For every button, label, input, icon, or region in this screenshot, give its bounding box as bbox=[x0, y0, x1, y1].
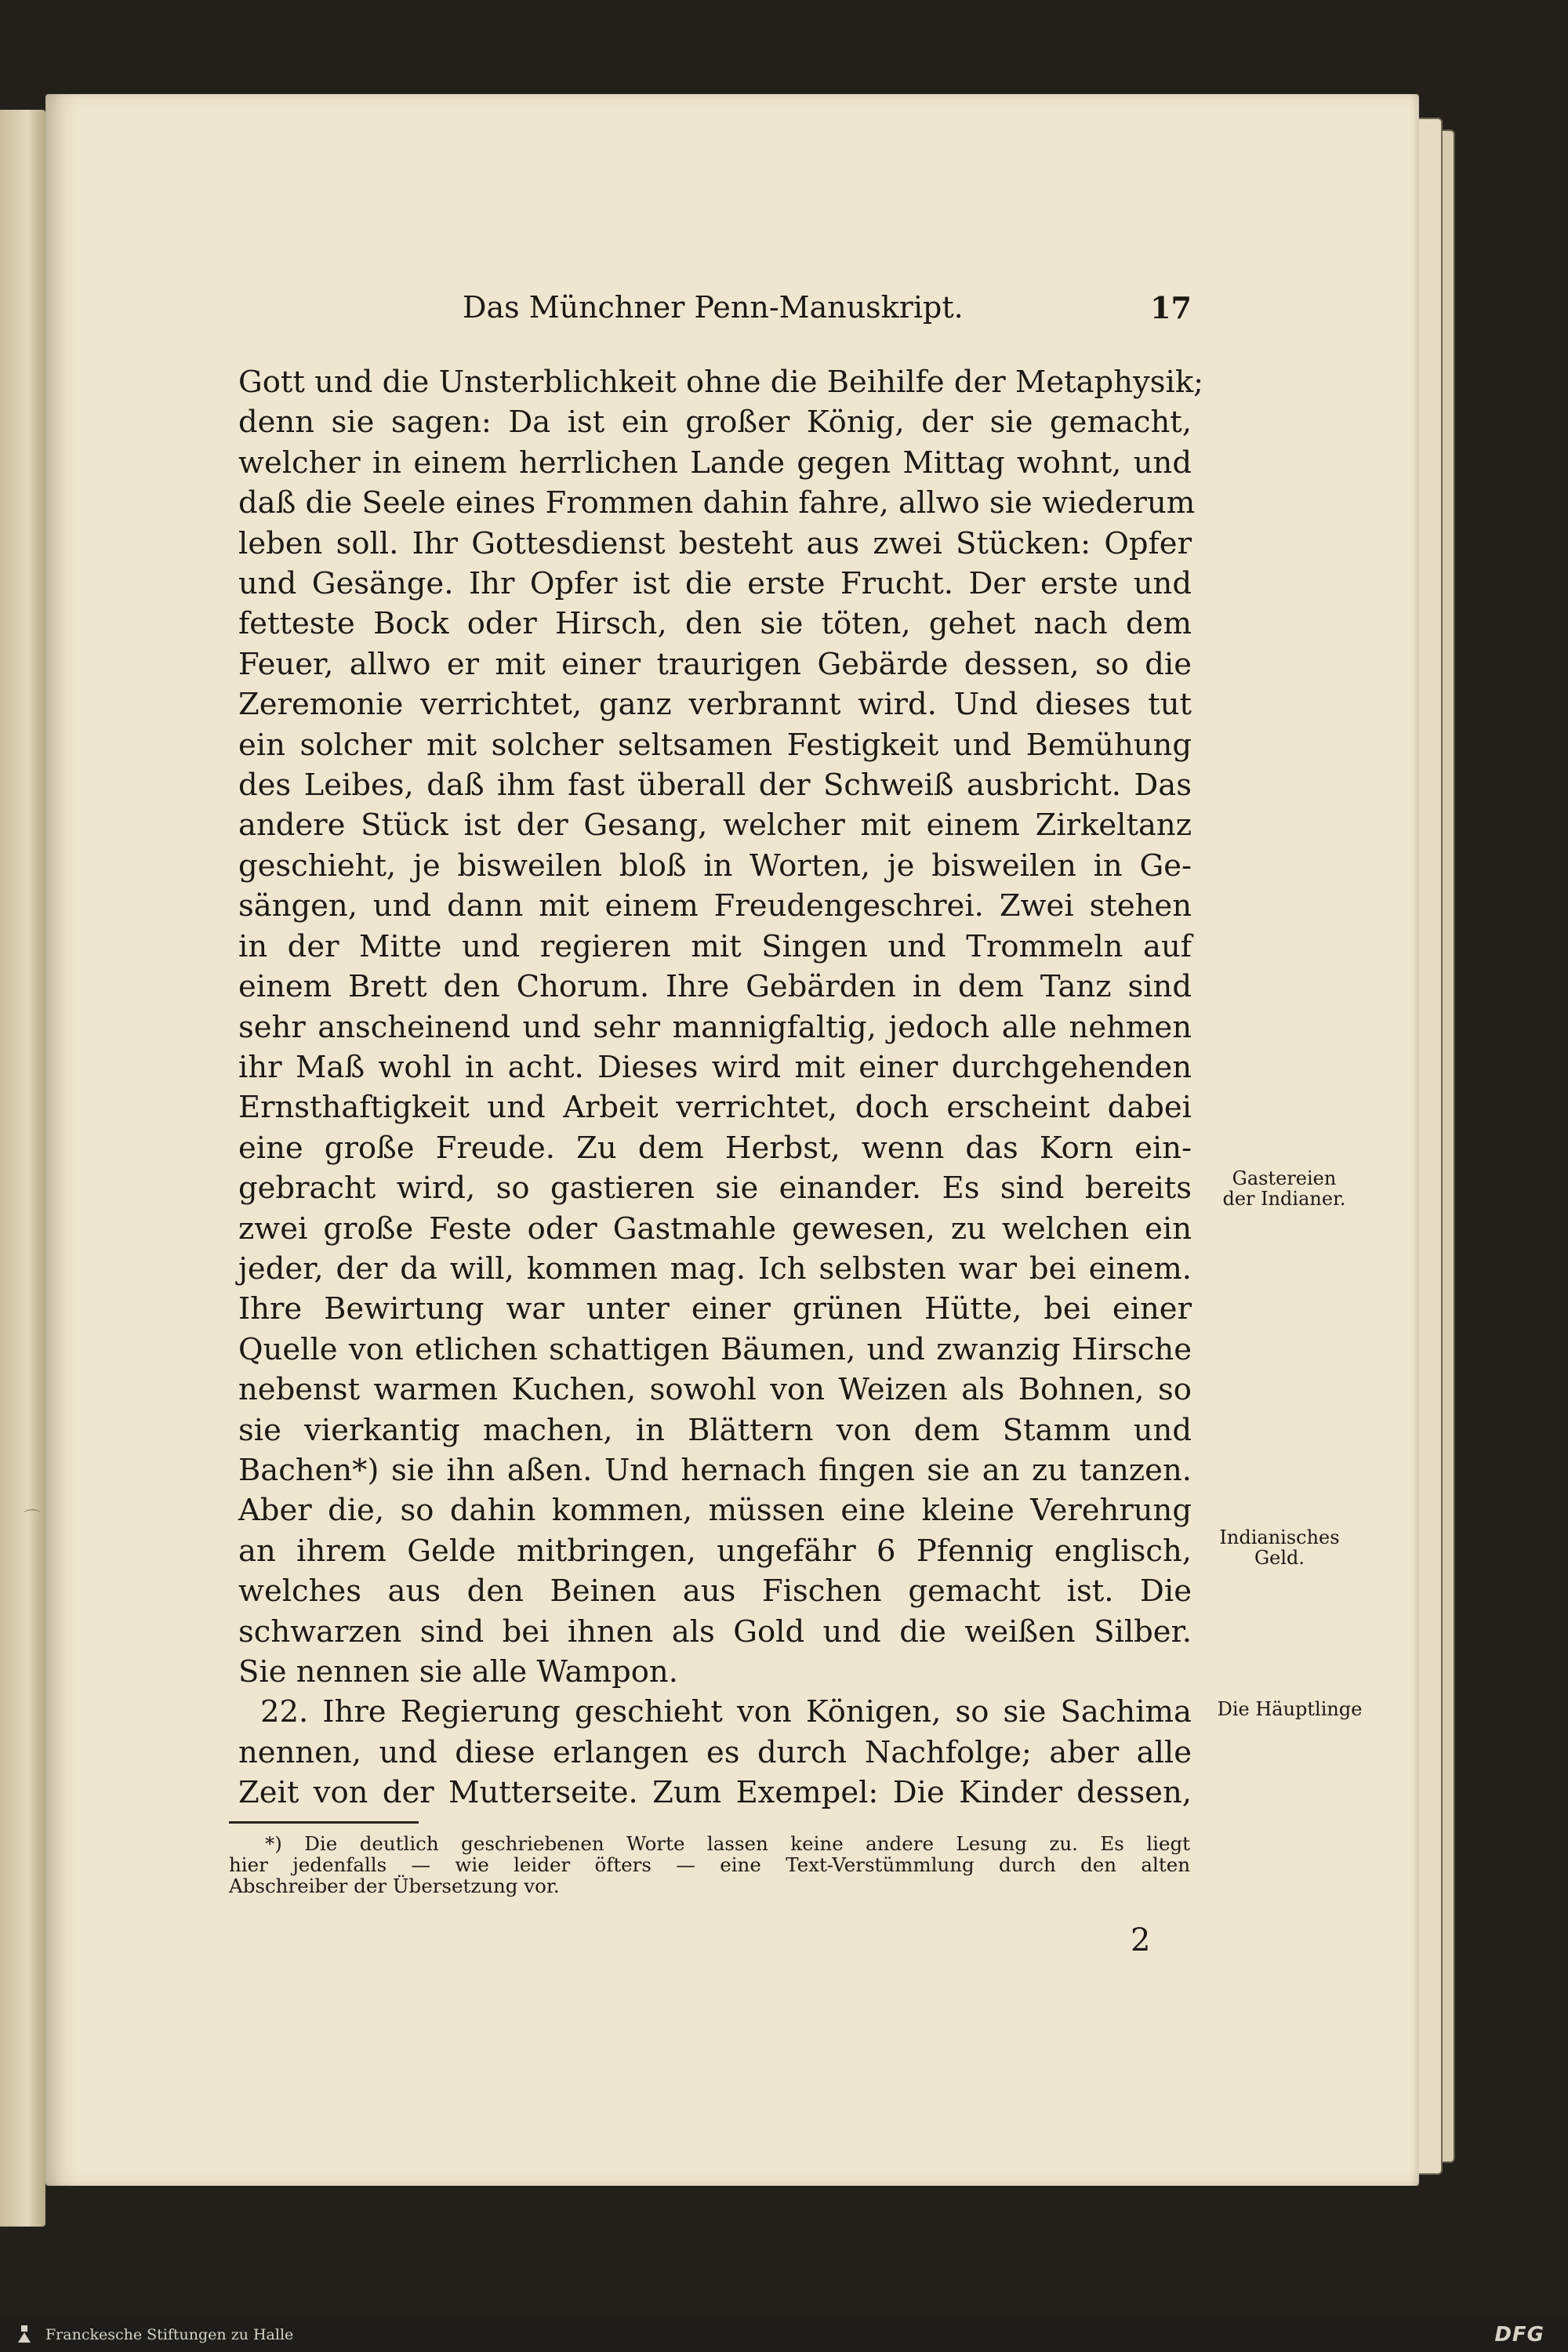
left-page-edge bbox=[0, 110, 45, 2227]
text-line: nennen, und diese erlangen es durch Nachfolge; aber alle bbox=[238, 1734, 1192, 1770]
footnote-line: Abschreiber der Übersetzung vor. bbox=[229, 1875, 560, 1897]
text-line: daß die Seele eines Frommen dahin fahre, allwo sie wiederum bbox=[238, 485, 1196, 521]
margin-note-line: der Indianer. bbox=[1222, 1188, 1346, 1210]
text-line: ihr Maß wohl in acht. Dieses wird mit einer durchgehenden bbox=[238, 1049, 1192, 1085]
text-line: zwei große Feste oder Gastmahle gewesen, zu welchen ein bbox=[238, 1210, 1192, 1247]
text-line: Zeit von der Mutterseite. Zum Exempel: Die Kinder dessen, bbox=[238, 1775, 1192, 1811]
text-line: Bachen*) sie ihn aßen. Und hernach fingen sie an zu tanzen. bbox=[238, 1452, 1192, 1488]
footnote bbox=[229, 1833, 1190, 1896]
text-line: Ernsthaftigkeit und Arbeit verrichtet, doch erscheint dabei bbox=[238, 1090, 1192, 1126]
text-line: welches aus den Beinen aus Fischen gemacht ist. Die bbox=[238, 1573, 1192, 1610]
text-line: sängen, und dann mit einem Freudengeschrei. Zwei stehen bbox=[238, 888, 1192, 924]
text-line: Gott und die Unsterblichkeit ohne die Beihilfe der Metaphysik; bbox=[238, 365, 1204, 400]
footnote-line: hier jedenfalls — wie leider öfters — eine Text-Verstümmlung durch den alten bbox=[229, 1853, 1190, 1876]
dfg-logo: DFG bbox=[1494, 2323, 1544, 2347]
signature-mark: 2 bbox=[1131, 1922, 1151, 1958]
institution-name: Franckesche Stiftungen zu Halle bbox=[45, 2326, 294, 2343]
margin-note-haeuptlinge bbox=[1200, 1699, 1380, 1719]
footer-bar bbox=[0, 2317, 1568, 2352]
text-line: Ihre Bewirtung war unter einer grünen Hütte, bei einer bbox=[238, 1291, 1192, 1327]
text-line: welcher in einem herrlichen Lande gegen Mittag wohnt, und bbox=[238, 445, 1192, 481]
text-line: denn sie sagen: Da ist ein großer König, der sie gemacht, bbox=[238, 405, 1192, 441]
text-line: sie vierkantig machen, in Blättern von dem Stamm und bbox=[238, 1412, 1192, 1448]
margin-note-geld bbox=[1201, 1527, 1358, 1568]
text-line: eine große Freude. Zu dem Herbst, wenn das Korn ein- bbox=[238, 1130, 1192, 1166]
text-line: einem Brett den Chorum. Ihre Gebärden in dem Tanz sind bbox=[238, 969, 1192, 1005]
text-line: und Gesänge. Ihr Opfer ist die erste Frucht. Der erste und bbox=[238, 566, 1192, 602]
text-line: Zeremonie verrichtet, ganz verbrannt wird. Und dieses tut bbox=[238, 687, 1192, 723]
page-number: 17 bbox=[1150, 290, 1192, 325]
margin-note-line: Indianisches bbox=[1219, 1526, 1340, 1548]
text-line: 22. Ihre Regierung geschieht von Königen, so sie Sachima bbox=[260, 1694, 1192, 1730]
text-line: des Leibes, daß ihm fast überall der Schweiß ausbricht. Das bbox=[238, 768, 1192, 804]
pencil-mark: ⌒ bbox=[24, 1509, 42, 1529]
text-line: schwarzen sind bei ihnen als Gold und die weißen Silber. bbox=[238, 1613, 1192, 1650]
text-line: Sie nennen sie alle Wampon. bbox=[238, 1654, 678, 1690]
text-line: sehr anscheinend und sehr mannigfaltig, jedoch alle nehmen bbox=[238, 1009, 1192, 1045]
text-line: Aber die, so dahin kommen, müssen eine kleine Verehrung bbox=[238, 1493, 1192, 1529]
text-line: leben soll. Ihr Gottesdienst besteht aus zwei Stücken: Opfer bbox=[238, 525, 1192, 561]
text-line: gebracht wird, so gastieren sie einander. Es sind bereits bbox=[238, 1171, 1192, 1207]
text-line: andere Stück ist der Gesang, welcher mit einem Zirkeltanz bbox=[238, 808, 1192, 844]
margin-note-line: Die Häuptlinge bbox=[1217, 1698, 1363, 1720]
margin-note-line: Geld. bbox=[1254, 1547, 1305, 1569]
text-line: fetteste Bock oder Hirsch, den sie töten, gehet nach dem bbox=[238, 606, 1192, 642]
text-line: jeder, der da will, kommen mag. Ich selbsten war bei einem. bbox=[238, 1250, 1192, 1287]
body-text bbox=[238, 362, 1204, 1813]
text-line: Quelle von etlichen schattigen Bäumen, und zwanzig Hirsche bbox=[238, 1331, 1192, 1367]
text-line: geschieht, je bisweilen bloß in Worten, je bisweilen in Ge- bbox=[238, 848, 1192, 884]
text-line: Feuer, allwo er mit einer traurigen Gebärde dessen, so die bbox=[238, 646, 1192, 682]
running-title: Das Münchner Penn-Manuskript. bbox=[463, 290, 964, 325]
text-line: an ihrem Gelde mitbringen, ungefähr 6 Pfennig englisch, bbox=[238, 1533, 1192, 1569]
running-header bbox=[463, 290, 1192, 334]
text-line: in der Mitte und regieren mit Singen und Trommeln auf bbox=[238, 928, 1192, 964]
footnote-rule bbox=[229, 1821, 419, 1824]
text-line: nebenst warmen Kuchen, sowohl von Weizen als Bohnen, so bbox=[238, 1372, 1192, 1408]
text-line: ein solcher mit solcher seltsamen Festigkeit und Bemühung bbox=[238, 727, 1192, 763]
margin-note-gastereien bbox=[1206, 1168, 1363, 1209]
footnote-line: *) Die deutlich geschriebenen Worte lassen keine andere Lesung zu. Es liegt bbox=[265, 1832, 1190, 1855]
institution-logo-icon bbox=[16, 2324, 33, 2344]
margin-note-line: Gastereien bbox=[1232, 1167, 1337, 1189]
